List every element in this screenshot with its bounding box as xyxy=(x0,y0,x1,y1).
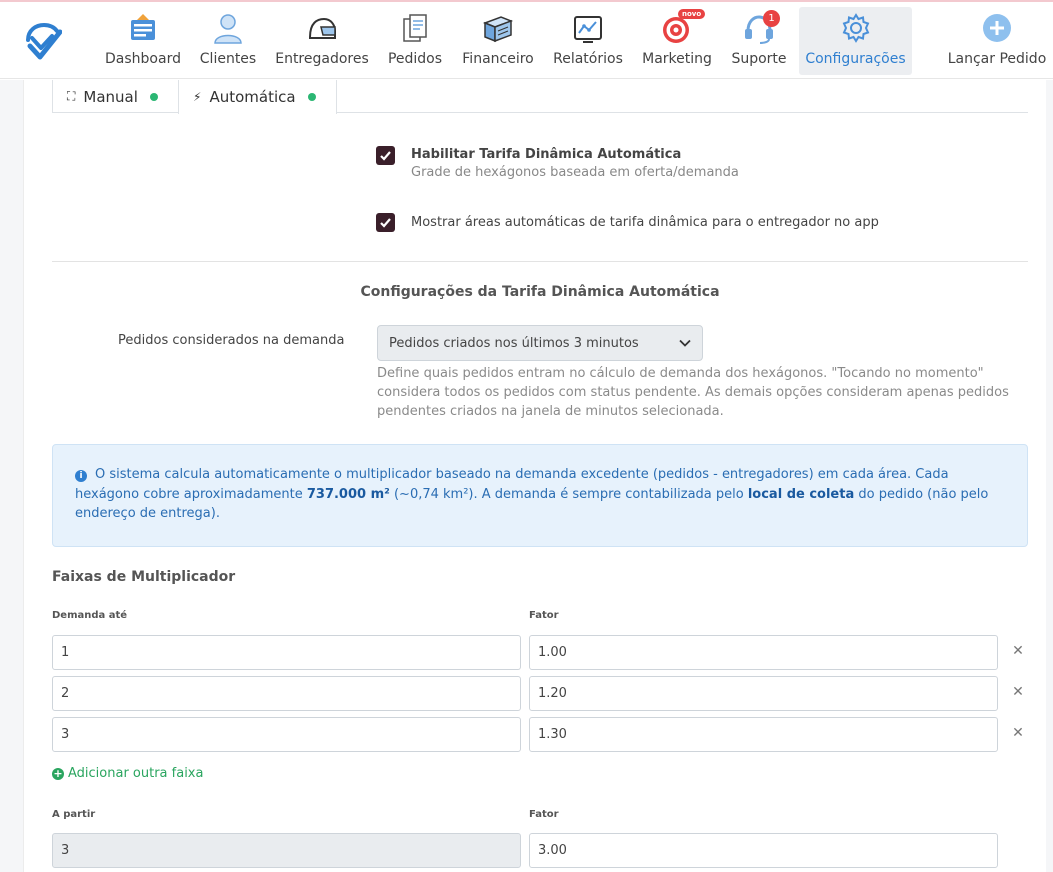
bolt-icon: ⚡ xyxy=(193,90,202,104)
target-icon-wrap xyxy=(660,10,702,45)
enable-auto-checkbox[interactable] xyxy=(376,146,395,165)
right-gutter xyxy=(1046,80,1053,872)
add-faixa-label: Adicionar outra faixa xyxy=(68,766,204,781)
nav-label: Entregadores xyxy=(275,51,369,67)
nav-relatorios[interactable] xyxy=(550,7,626,75)
show-areas-checkbox[interactable] xyxy=(376,213,395,232)
info-icon: i xyxy=(75,470,87,482)
divider xyxy=(52,261,1028,262)
polygon-icon: ⛶ xyxy=(67,89,76,103)
alert-text-1: O sistema calcula automaticamente o multiplicador baseado na demanda excedente (pedidos - entregadores) em cada área. Cada hexágono cobre aproximadamente xyxy=(75,467,949,502)
check-icon xyxy=(379,149,392,162)
top-navbar xyxy=(0,2,1053,79)
faixas-title: Faixas de Multiplicador xyxy=(52,569,236,585)
nav-dashboard[interactable] xyxy=(101,7,185,75)
nav-suporte[interactable] xyxy=(728,7,790,75)
nav-label: Clientes xyxy=(199,51,257,67)
factor-input[interactable]: 1.30 xyxy=(529,717,998,752)
nav-label: Relatórios xyxy=(553,51,623,67)
nav-lancar-pedido[interactable] xyxy=(946,7,1048,75)
nav-label: Marketing xyxy=(642,51,712,67)
dashboard-icon xyxy=(126,11,160,45)
demand-input[interactable]: 3 xyxy=(52,717,521,752)
nav-configuracoes[interactable] xyxy=(799,7,912,75)
tab-automatica[interactable] xyxy=(178,80,337,114)
orders-window-select[interactable] xyxy=(377,325,703,361)
orders-icon xyxy=(398,11,432,45)
money-icon xyxy=(481,11,515,45)
plus-circle-icon: + xyxy=(53,766,63,780)
nav-label: Lançar Pedido xyxy=(947,51,1047,67)
plus-circle-icon xyxy=(980,11,1014,45)
gear-icon xyxy=(839,11,873,45)
factor-input[interactable]: 1.00 xyxy=(529,635,998,670)
tab-label: Automática xyxy=(209,88,296,106)
from-demand-input: 3 xyxy=(52,833,521,868)
headset-icon-wrap xyxy=(742,11,776,45)
demand-input[interactable]: 2 xyxy=(52,676,521,711)
support-count-badge: 1 xyxy=(763,10,780,27)
novo-badge: novo xyxy=(678,9,705,19)
remove-row-icon[interactable]: ✕ xyxy=(1012,725,1024,741)
from-column-label: A partir xyxy=(52,809,96,820)
helmet-icon xyxy=(305,11,339,45)
nav-pedidos[interactable] xyxy=(384,7,446,75)
nav-label: Pedidos xyxy=(387,51,443,67)
select-value: Pedidos criados nos últimos 3 minutos xyxy=(389,335,639,351)
chart-icon xyxy=(571,11,605,45)
factor-column-label: Fator xyxy=(529,610,559,621)
tab-manual[interactable] xyxy=(52,80,178,113)
tarifa-tabs xyxy=(52,80,1028,113)
alert-bold-coleta: local de coleta xyxy=(747,486,855,502)
tab-label: Manual xyxy=(83,87,138,106)
alert-bold-area: 737.000 m² xyxy=(306,486,390,502)
nav-clientes[interactable] xyxy=(196,7,260,75)
remove-row-icon[interactable]: ✕ xyxy=(1012,684,1024,700)
nav-label: Suporte xyxy=(731,51,787,67)
nav-label: Financeiro xyxy=(462,51,534,67)
status-dot xyxy=(150,93,158,101)
nav-label: Configurações xyxy=(805,51,906,67)
show-areas-label: Mostrar áreas automáticas de tarifa dinâmica para o entregador no app xyxy=(411,215,879,230)
nav-marketing[interactable] xyxy=(640,7,714,75)
nav-financeiro[interactable] xyxy=(459,7,537,75)
config-section-title: Configurações da Tarifa Dinâmica Automática xyxy=(360,284,720,300)
logo-check-icon[interactable] xyxy=(24,22,62,62)
enable-auto-sublabel: Grade de hexágonos baseada em oferta/demanda xyxy=(411,165,739,180)
remove-row-icon[interactable]: ✕ xyxy=(1012,643,1024,659)
factor-input[interactable]: 1.20 xyxy=(529,676,998,711)
add-faixa-link[interactable] xyxy=(52,766,203,781)
info-alert xyxy=(52,444,1028,547)
from-factor-input[interactable]: 3.00 xyxy=(529,833,998,868)
from-factor-column-label: Fator xyxy=(529,809,559,820)
enable-auto-label: Habilitar Tarifa Dinâmica Automática xyxy=(411,147,682,162)
user-icon xyxy=(211,11,245,45)
enable-auto-option xyxy=(376,146,739,180)
status-dot xyxy=(308,93,316,101)
chevron-down-icon xyxy=(679,339,691,347)
orders-field-label: Pedidos considerados na demanda xyxy=(118,333,345,348)
demand-column-label: Demanda até xyxy=(52,610,128,621)
alert-text-2: (~0,74 km²). A demanda é sempre contabilizada pelo xyxy=(389,486,748,502)
nav-label: Dashboard xyxy=(105,51,181,67)
nav-entregadores[interactable] xyxy=(274,7,370,75)
alert-text-3: do pedido (não pelo endereço de entrega). xyxy=(75,486,989,521)
show-areas-option xyxy=(376,213,879,232)
demand-input[interactable]: 1 xyxy=(52,635,521,670)
check-icon xyxy=(379,216,392,229)
orders-help-text: Define quais pedidos entram no cálculo de demanda dos hexágonos. "Tocando no momento" considera todos os pedidos com status pendente. As demais opções consideram apenas pedidos pendentes criados na janela de minutos selecionada. xyxy=(377,366,1009,419)
left-gutter xyxy=(0,80,24,872)
